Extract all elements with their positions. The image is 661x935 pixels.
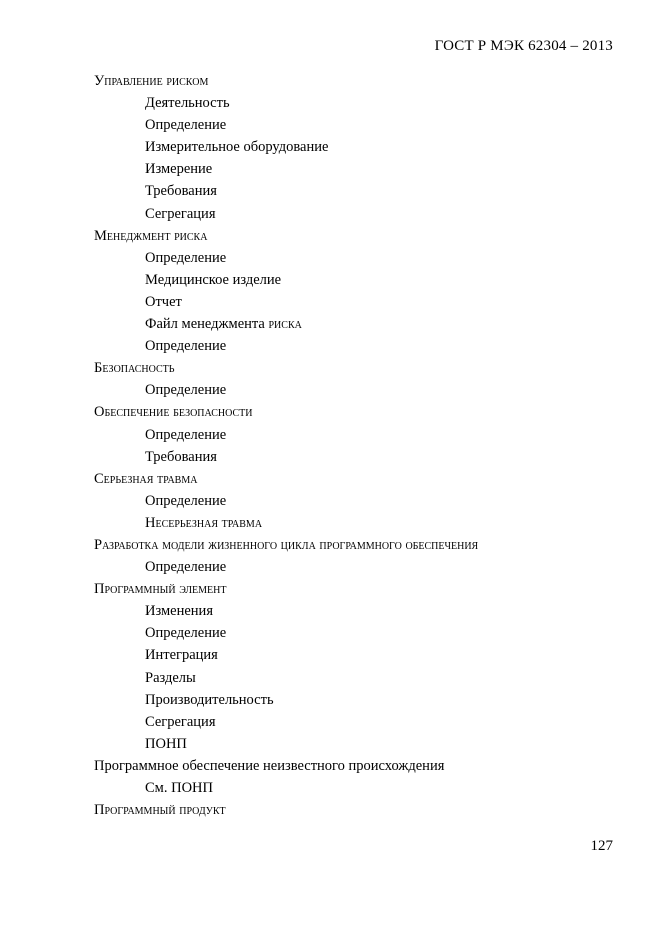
index-text: Программный продукт [94, 802, 226, 819]
index-text: Сегрегация [145, 713, 216, 730]
index-subentry [0, 600, 661, 622]
index-text: См. [145, 780, 172, 796]
index-text: Программное обеспечение неизвестного происхождения [94, 757, 445, 774]
index-text: Определение [145, 249, 227, 266]
index-subentry [0, 667, 661, 689]
index-text: Отчет [145, 293, 182, 310]
index-text: Сегрегация [145, 205, 216, 222]
index-text: Интеграция [145, 647, 218, 664]
index-subentry [0, 777, 661, 799]
index-term [0, 225, 661, 247]
index-text: Разработка модели жизненного цикла программного обеспечения [94, 536, 479, 553]
index-subentry [0, 247, 661, 269]
index-subentry [0, 203, 661, 225]
page-number: 127 [590, 838, 613, 854]
index-text: Несерьезная травма [145, 514, 263, 531]
index-subentry [0, 490, 661, 512]
index-text: Определение [145, 117, 227, 134]
index-text: Файл менеджмента [145, 316, 269, 333]
index-subentry [0, 335, 661, 357]
index-text: Требования [145, 448, 217, 465]
index-subentry [0, 136, 661, 158]
index-term [0, 755, 661, 777]
index-subentry [0, 424, 661, 446]
index-subentry [0, 291, 661, 313]
index-subentry [0, 379, 661, 401]
index-term [0, 357, 661, 379]
index-text: Управление риском [94, 73, 209, 89]
index-subentry [0, 92, 661, 114]
index-term [0, 70, 661, 92]
index-subentry [0, 114, 661, 136]
index-text: ПОНП [145, 735, 187, 752]
index-text: Медицинское изделие [145, 271, 282, 288]
index-text: Серьезная травма [94, 470, 198, 487]
index-term [0, 799, 661, 821]
index-text: Изменения [145, 603, 213, 620]
index-term [0, 468, 661, 490]
index-term [0, 401, 661, 423]
index-term [0, 578, 661, 600]
index-text: риска [268, 316, 302, 333]
index-term [0, 534, 661, 556]
index-subentry [0, 556, 661, 578]
index-text: Определение [145, 426, 227, 443]
index-text: Производительность [145, 691, 274, 708]
index-subentry [0, 689, 661, 711]
index-text: Определение [145, 625, 227, 642]
index-text: Определение [145, 338, 227, 355]
index-text: Разделы [145, 669, 196, 686]
index-subentry [0, 644, 661, 666]
index-text: Менеджмент риска [94, 227, 208, 244]
index-subentry [0, 180, 661, 202]
index-text: Определение [145, 492, 227, 509]
index-text: Измерение [145, 161, 213, 178]
index-subentry [0, 711, 661, 733]
index-text: Определение [145, 382, 227, 399]
index-subentry [0, 622, 661, 644]
index-text: Деятельность [145, 95, 230, 112]
index-subentry [0, 158, 661, 180]
index-text: Обеспечение безопасности [94, 404, 253, 421]
index-subentry [0, 446, 661, 468]
index-subentry [0, 313, 661, 335]
index-text: Определение [145, 559, 227, 576]
index-list [0, 70, 661, 821]
index-subentry [0, 733, 661, 755]
index-subentry [0, 269, 661, 291]
index-text: Программный элемент [94, 581, 227, 598]
index-text: Требования [145, 183, 217, 200]
document-code-header: ГОСТ Р МЭК 62304 – 2013 [434, 38, 613, 54]
index-text: Безопасность [94, 360, 175, 377]
index-subentry [0, 512, 661, 534]
index-text: ПОНП [171, 780, 213, 796]
index-text: Измерительное оборудование [145, 139, 329, 156]
